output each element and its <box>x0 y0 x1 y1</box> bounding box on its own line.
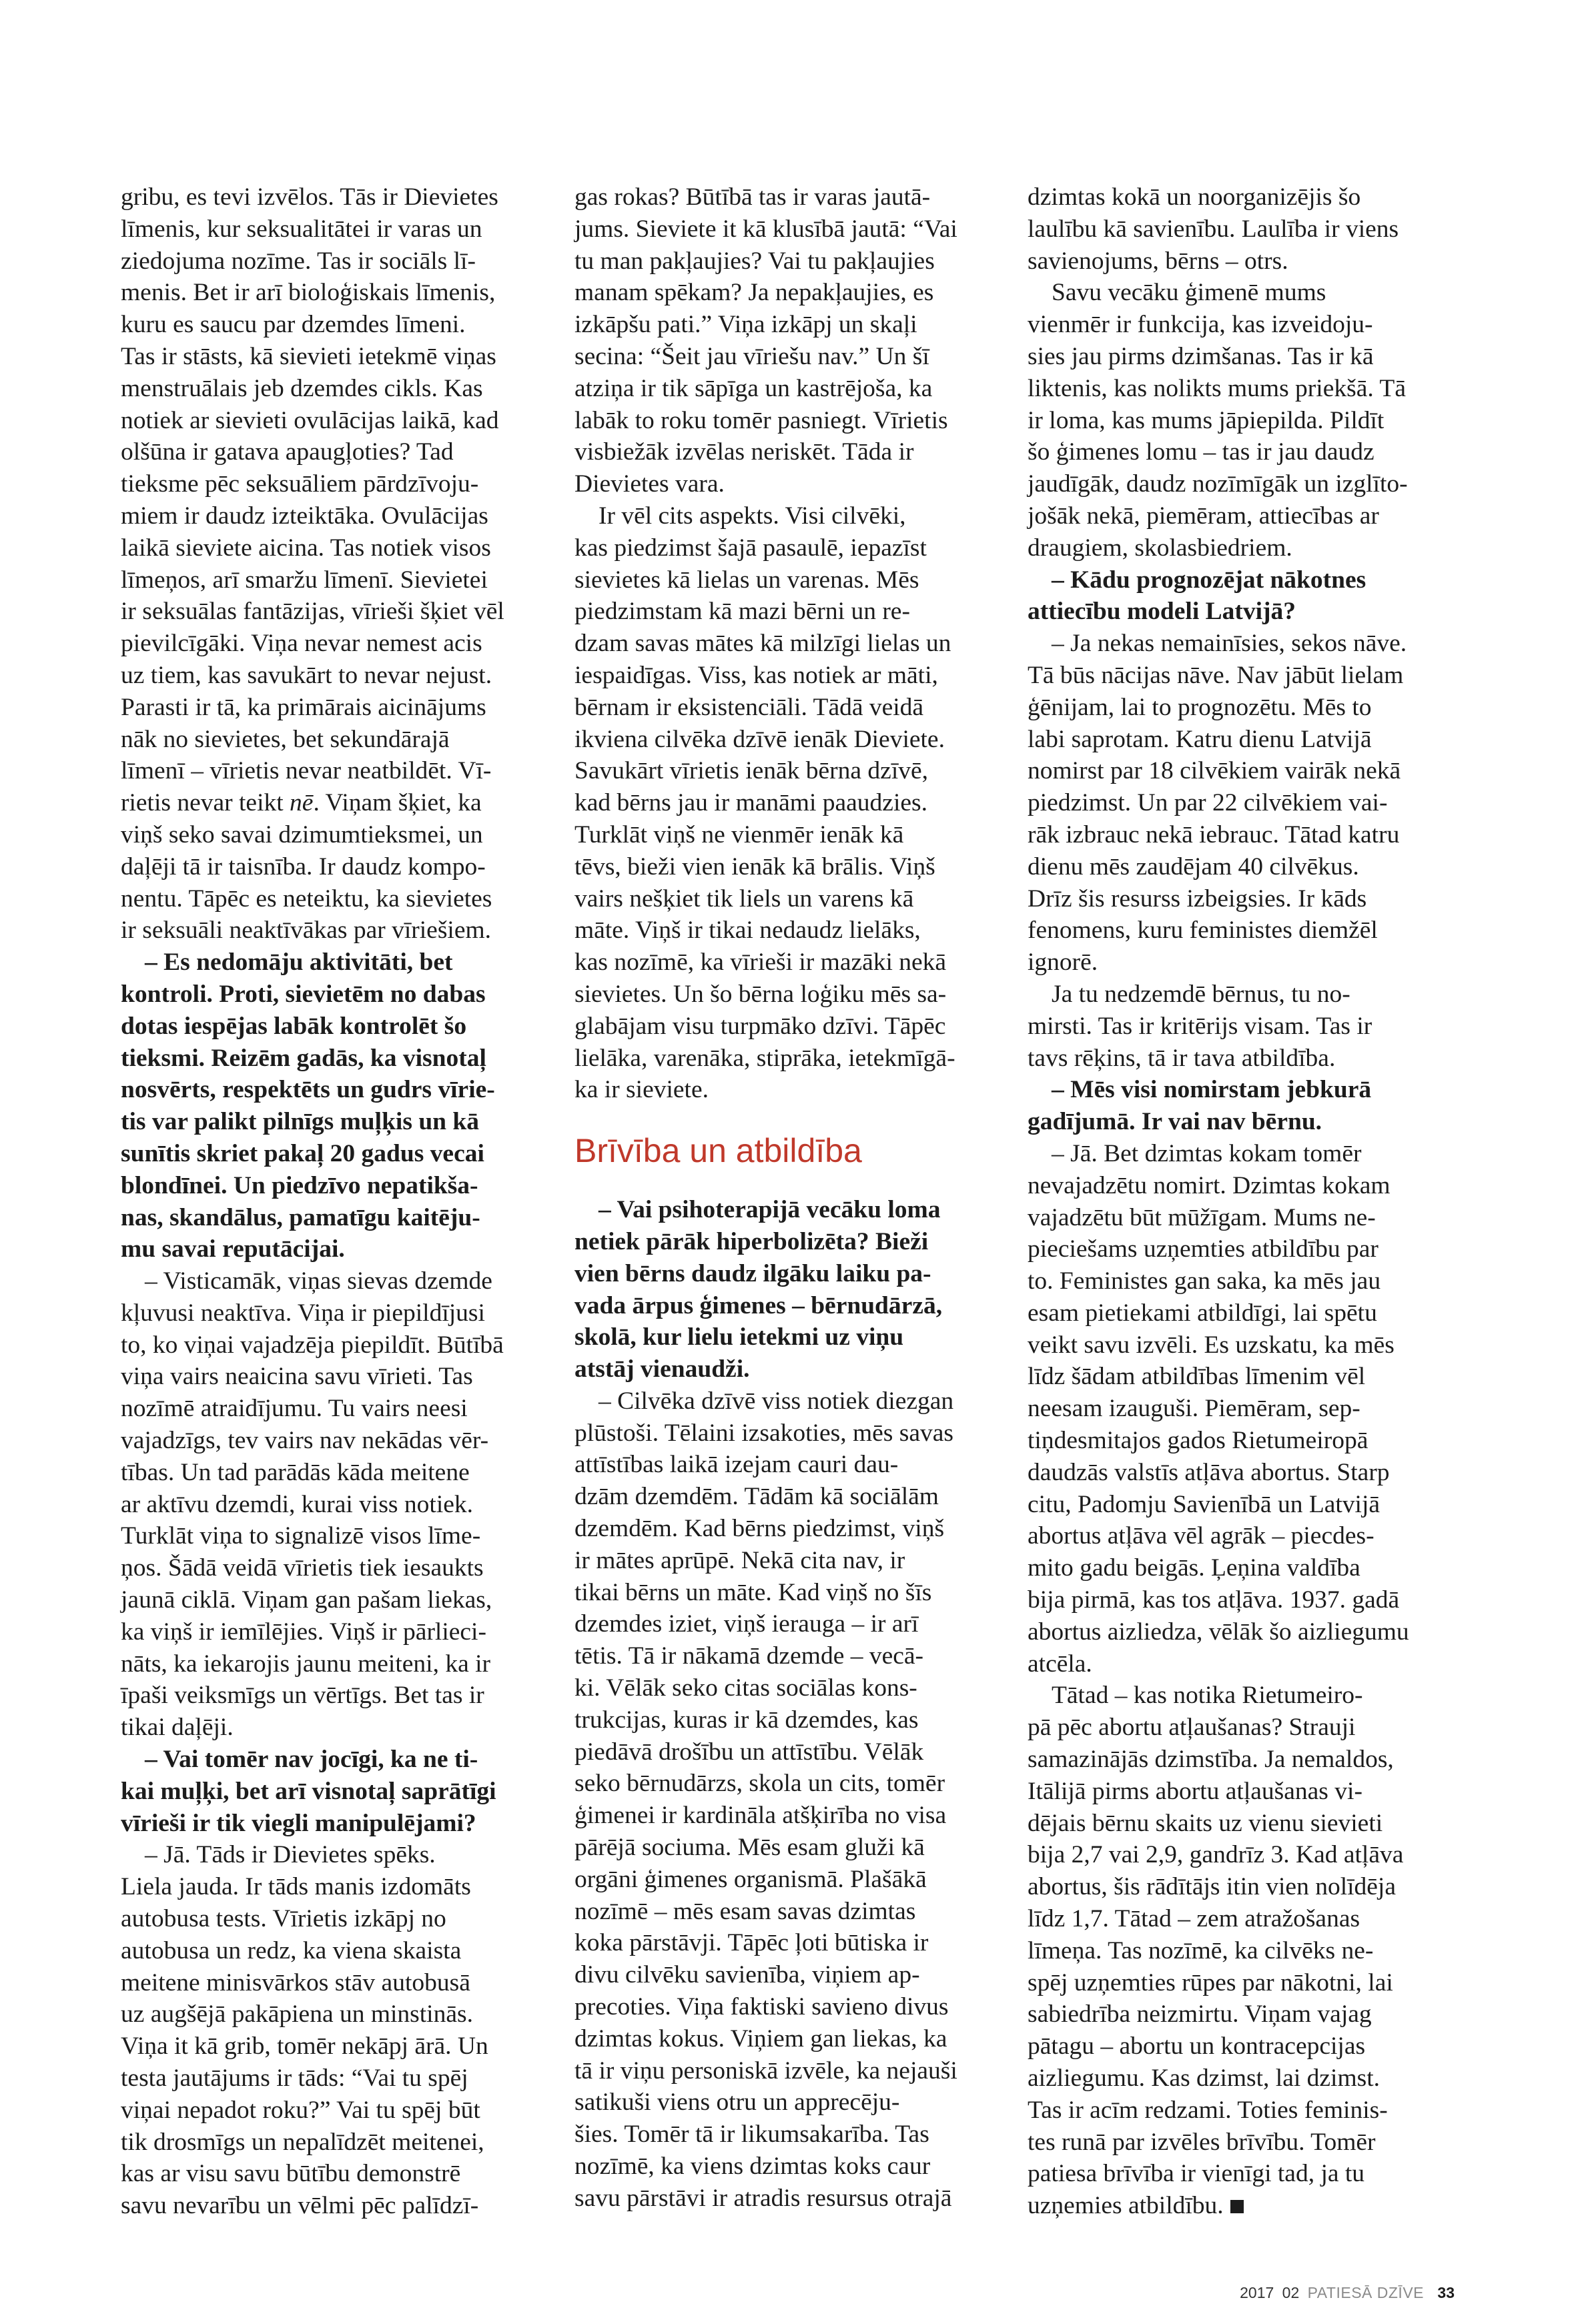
text-line: piedzimstam kā mazi bērni un re- <box>574 598 910 626</box>
question-line: vada ārpus ģimenes – bērnudārzā, <box>574 1291 943 1319</box>
text-line: dzam savas mātes kā milzīgi lielas un <box>574 630 951 658</box>
text-line: dzemdes iziet, viņš ierauga – ir arī <box>574 1610 919 1638</box>
text-line: ir mātes aprūpē. Nekā cita nav, ir <box>574 1546 905 1574</box>
text-line: kas piedzimst šajā pasaulē, iepazīst <box>574 534 927 562</box>
text-line: Tas ir stāsts, kā sievieti ietekmē viņas <box>121 342 496 370</box>
text-line: samazinājās dzimstība. Ja nemaldos, <box>1028 1746 1394 1774</box>
text-line: pieciešams uzņemties atbildību par <box>1028 1235 1378 1263</box>
text-line: dējais bērnu skaits uz vienu sievieti <box>1028 1809 1383 1837</box>
text-line: laikā sieviete aicina. Tas notiek visos <box>121 534 491 562</box>
text-line: orgāni ģimenes organismā. Plašākā <box>574 1865 927 1893</box>
page-number: 33 <box>1437 2284 1455 2301</box>
text-line: menis. Bet ir arī bioloģiskais līmenis, <box>121 279 496 307</box>
text-line: labāk to roku tomēr pasniegt. Vīrietis <box>574 406 948 434</box>
text-line: ir seksuālas fantāzijas, vīrieši šķiet vēl <box>121 598 504 626</box>
text-line: tikai daļēji. <box>121 1714 234 1742</box>
text-line: savu nevarību un vēlmi pēc palīdzī- <box>121 2192 479 2220</box>
text-line: viņai nepadot roku?” Vai tu spēj būt <box>121 2096 480 2124</box>
text-line: to, ko viņai vajadzēja piepildīt. Būtībā <box>121 1331 504 1359</box>
text-line: nevajadzētu nomirt. Dzimtas kokam <box>1028 1171 1391 1199</box>
text-line: tiņdesmitajos gados Rietumeiropā <box>1028 1427 1368 1455</box>
question-line: sunītis skriet pakaļ 20 gadus vecai <box>121 1139 484 1167</box>
text-line: koka pārstāvji. Tāpēc ļoti būtiska ir <box>574 1929 929 1957</box>
text-line: Parasti ir tā, ka primārais aicinājums <box>121 693 486 721</box>
text-line: ir seksuāli neaktīvākas par vīriešiem. <box>121 917 492 945</box>
text-line: pā pēc abortu atļaušanas? Strauji <box>1028 1714 1356 1742</box>
text-line: abortus, šis rādītājs itin vien nolīdēja <box>1028 1873 1396 1901</box>
text-line: nāk no sievietes, bet sekundārajā <box>121 725 450 753</box>
text-line: Ir vēl cits aspekts. Visi cilvēki, <box>599 502 906 530</box>
question-line: kontroli. Proti, sievietēm no dabas <box>121 980 486 1008</box>
text-line: kas ar visu savu būtību demonstrē <box>121 2160 461 2188</box>
question-line: gadījumā. Ir vai nav bērnu. <box>1028 1108 1322 1136</box>
text-line: sievietes. Un šo bērna loģiku mēs sa- <box>574 980 947 1008</box>
text-line: bērnam ir eksistenciāli. Tādā veidā <box>574 693 924 721</box>
text-line: Turklāt viņš ne vienmēr ienāk kā <box>574 820 904 848</box>
footer-year: 2017 <box>1240 2284 1274 2301</box>
text-line: piedāvā drošību un attīstību. Vēlāk <box>574 1738 924 1766</box>
text-line: savu pārstāvi ir atradis resursus otrajā <box>574 2184 952 2212</box>
text-line: lielāka, varenāka, stiprāka, ietekmīgā- <box>574 1044 955 1072</box>
text-line: izkāpšu pati.” Viņa izkāpj un skaļi <box>574 311 917 339</box>
question-line: atstāj vienaudži. <box>574 1355 750 1383</box>
text-line: pārējā sociuma. Mēs esam gluži kā <box>574 1834 925 1862</box>
text-line: kļuvusi neaktīva. Viņa ir piepildījusi <box>121 1299 485 1327</box>
text-line: līmenis, kur seksualitātei ir varas un <box>121 215 482 243</box>
text-line: autobusa un redz, ka viena skaista <box>121 1936 462 1964</box>
text-line: Savukārt vīrietis ienāk bērna dzīvē, <box>574 757 929 785</box>
question-line: vīrieši ir tik viegli manipulējami? <box>121 1809 476 1837</box>
text-line: Ja tu nedzemdē bērnus, tu no- <box>1052 980 1350 1008</box>
text-line: māte. Viņš ir tikai nedaudz lielāks, <box>574 917 921 945</box>
text-line: draugiem, skolasbiedriem. <box>1028 534 1292 562</box>
text-line: vairs nešķiet tik liels un varens kā <box>574 885 914 913</box>
text-line: uz augšējā pakāpiena un minstinās. <box>121 2000 473 2028</box>
text-line: nozīmē atraidījumu. Tu vairs neesi <box>121 1395 468 1423</box>
text-line: līmeņos, arī smaržu līmenī. Sievietei <box>121 566 488 594</box>
text-line: satikuši viens otru un apprecēju- <box>574 2089 900 2117</box>
text-line: viņa vairs neaicina savu vīrieti. Tas <box>121 1363 473 1391</box>
question-line: tis var palikt pilnīgs muļķis un kā <box>121 1108 480 1136</box>
text-line: ģimenei ir kardināla atšķirība no visa <box>574 1802 947 1830</box>
text-line: bija pirmā, kas tos atļāva. 1937. gadā <box>1028 1586 1400 1614</box>
text-line: Tātad – kas notika Rietumeiro- <box>1052 1682 1363 1710</box>
text-line: mito gadu beigās. Ļeņina valdība <box>1028 1554 1360 1582</box>
question-line: skolā, kur lielu ietekmi uz viņu <box>574 1323 904 1351</box>
text-line <box>121 787 548 819</box>
question-line: nosvērts, respektēts un gudrs vīrie- <box>121 1076 495 1104</box>
text-line: miem ir daudz izteiktāka. Ovulācijas <box>121 502 488 530</box>
text-column-3 <box>1028 181 1455 2222</box>
text-line: tes runā par izvēles brīvību. Tomēr <box>1028 2128 1376 2156</box>
text-line: piedzimst. Un par 22 cilvēkiem vai- <box>1028 789 1388 817</box>
text-line: viņš seko savai dzimumtieksmei, un <box>121 820 483 848</box>
text-line: jošāk nekā, piemēram, attiecības ar <box>1028 502 1379 530</box>
text-line: Dievietes vara. <box>574 470 725 498</box>
text-line: notiek ar sievieti ovulācijas laikā, kad <box>121 406 499 434</box>
text-line: seko bērnudārzs, skola un cits, tomēr <box>574 1770 945 1798</box>
question-line: dotas iespējas labāk kontrolēt šo <box>121 1012 467 1040</box>
text-line: iespaidīgas. Viss, kas notiek ar māti, <box>574 661 938 689</box>
text-line: nomirst par 18 cilvēkiem vairāk nekā <box>1028 757 1401 785</box>
question-line: mu savai reputācijai. <box>121 1235 345 1263</box>
text-line: visbiežāk izvēlas neriskēt. Tāda ir <box>574 438 914 466</box>
text-line: uz tiem, kas savukārt to nevar nejust. <box>121 661 492 689</box>
text-line: dzimtas kokus. Viņiem gan liekas, ka <box>574 2024 947 2053</box>
text-line: aizliegumu. Kas dzimst, lai dzimst. <box>1028 2065 1381 2093</box>
text-line: sievietes kā lielas un varenas. Mēs <box>574 566 919 594</box>
question-line: nas, skandālus, pamatīgu kaitēju- <box>121 1203 480 1231</box>
text-line: liktenis, kas nolikts mums priekšā. Tā <box>1028 374 1406 402</box>
text-line: abortus atļāva vēl agrāk – piecdes- <box>1028 1522 1374 1550</box>
text-segment: . Viņam šķiet, ka <box>313 789 482 817</box>
text-line: īpaši veiksmīgs un vērtīgs. Bet tas ir <box>121 1682 484 1710</box>
text-line: neesam izauguši. Piemēram, sep- <box>1028 1395 1360 1423</box>
text-line: kad bērns jau ir manāmi paaudzies. <box>574 789 927 817</box>
question-line: – Mēs visi nomirstam jebkurā <box>1052 1076 1372 1104</box>
text-line: sies jau pirms dzimšanas. Tas ir kā <box>1028 342 1374 370</box>
text-line: pātagu – abortu un kontracepcijas <box>1028 2032 1366 2061</box>
text-line: vajadzētu būt mūžīgam. Mums ne- <box>1028 1203 1376 1231</box>
text-line: ka viņš ir iemīlējies. Viņš ir pārlieci- <box>121 1618 486 1646</box>
text-line: precoties. Viņa faktiski savieno divus <box>574 1993 949 2021</box>
text-line: jaudīgāk, daudz nozīmīgāk un izglīto- <box>1028 470 1408 498</box>
text-line: Itālijā pirms abortu atļaušanas vi- <box>1028 1777 1362 1805</box>
footer-magazine-name: PATIESĀ DZĪVE <box>1307 2284 1425 2301</box>
text-line: dzām dzemdēm. Tādām kā sociālām <box>574 1483 939 1511</box>
text-line: to. Feministes gan saka, ka mēs jau <box>1028 1267 1381 1295</box>
question-line: – Vai psihoterapijā vecāku loma <box>599 1196 941 1224</box>
text-line: ģēnijam, lai to prognozētu. Mēs to <box>1028 693 1372 721</box>
question-line: netiek pārāk hiperbolizēta? Bieži <box>574 1227 929 1255</box>
question-line: kai muļķi, bet arī visnotaļ saprātīgi <box>121 1777 496 1805</box>
text-line: kas nozīmē, ka vīrieši ir mazāki nekā <box>574 949 947 977</box>
question-line: blondīnei. Un piedzīvo nepatikša- <box>121 1171 478 1199</box>
text-line: labi saprotam. Katru dienu Latvijā <box>1028 725 1372 753</box>
text-line: esam pietiekami atbildīgi, lai spētu <box>1028 1299 1377 1327</box>
text-line: tības. Un tad parādās kāda meitene <box>121 1458 470 1486</box>
text-line: vienmēr ir funkcija, kas izveidoju- <box>1028 311 1373 339</box>
text-line: dzemdēm. Kad bērns piedzimst, viņš <box>574 1515 945 1543</box>
text-line: tavs rēķins, tā ir tava atbildība. <box>1028 1044 1336 1072</box>
text-line: attīstības laikā izejam cauri dau- <box>574 1451 899 1479</box>
text-line: tā ir viņu personiskā izvēle, ka nejauši <box>574 2057 957 2085</box>
text-line: šo ģimenes lomu – tas ir jau daudz <box>1028 438 1374 466</box>
text-line: plūstoši. Tēlaini izsakoties, mēs savas <box>574 1419 953 1447</box>
text-line: dzimtas kokā un noorganizējis šo <box>1028 183 1361 211</box>
text-line: glabājam visu turpmāko dzīvi. Tāpēc <box>574 1012 946 1040</box>
text-segment: rietis nevar teikt <box>121 789 290 817</box>
text-line: līmenī – vīrietis nevar neatbildēt. Vī- <box>121 757 492 785</box>
text-line: tu man pakļaujies? Vai tu pakļaujies <box>574 247 935 275</box>
text-line: olšūna ir gatava apaugļoties? Tad <box>121 438 454 466</box>
text-line: abortus aizliedza, vēlāk šo aizliegumu <box>1028 1618 1409 1646</box>
text-line: Drīz šis resurss izbeigsies. Ir kāds <box>1028 885 1367 913</box>
text-line: Viņa it kā grib, tomēr nekāpj ārā. Un <box>121 2032 488 2061</box>
question-line: vien bērns daudz ilgāku laiku pa- <box>574 1259 931 1287</box>
text-line: – Jā. Bet dzimtas kokam tomēr <box>1052 1139 1362 1167</box>
text-line: nozīmē – mēs esam savas dzimtas <box>574 1897 916 1925</box>
text-line: divu cilvēku savienība, viņiem ap- <box>574 1961 920 1989</box>
text-line: līdz šādam atbildības līmenim vēl <box>1028 1363 1366 1391</box>
section-heading: Brīvība un atbildība <box>574 1132 862 1170</box>
text-line: Liela jauda. Ir tāds manis izdomāts <box>121 1873 471 1901</box>
text-line: ki. Vēlāk seko citas sociālas kons- <box>574 1674 917 1702</box>
text-line: autobusa tests. Vīrietis izkāpj no <box>121 1905 446 1933</box>
text-line: daļēji tā ir taisnība. Ir daudz kompo- <box>121 852 486 881</box>
text-line: ir loma, kas mums jāpiepilda. Pildīt <box>1028 406 1385 434</box>
text-line: sabiedrība neizmirtu. Viņam vajag <box>1028 2000 1372 2028</box>
text-line: nentu. Tāpēc es neteiktu, ka sievietes <box>121 885 492 913</box>
text-line: gas rokas? Būtībā tas ir varas jautā- <box>574 183 931 211</box>
text-line: rāk izbrauc nekā iebrauc. Tātad katru <box>1028 820 1400 848</box>
text-line: mirsti. Tas ir kritērijs visam. Tas ir <box>1028 1012 1372 1040</box>
text-line: testa jautājums ir tāds: “Vai tu spēj <box>121 2065 468 2093</box>
text-line: tikai bērns un māte. Kad viņš no šīs <box>574 1578 932 1606</box>
text-line: līdz 1,7. Tātad – zem atražošanas <box>1028 1905 1360 1933</box>
text-line: menstruālais jeb dzemdes cikls. Kas <box>121 374 483 402</box>
text-line: tētis. Tā ir nākamā dzemde – vecā- <box>574 1642 924 1670</box>
text-line: citu, Padomju Savienībā un Latvijā <box>1028 1490 1381 1518</box>
text-line: Savu vecāku ģimenē mums <box>1052 279 1326 307</box>
text-column-1 <box>121 181 548 2222</box>
question-line: attiecību modeli Latvijā? <box>1028 598 1296 626</box>
text-line: jaunā ciklā. Viņam gan pašam liekas, <box>121 1586 492 1614</box>
text-line: Turklāt viņa to signalizē visos līme- <box>121 1522 481 1550</box>
text-line: kuru es saucu par dzemdes līmeni. <box>121 311 466 339</box>
text-line: līmeņa. Tas nozīmē, ka cilvēks ne- <box>1028 1936 1374 1964</box>
text-line: bija 2,7 vai 2,9, gandrīz 3. Kad atļāva <box>1028 1841 1404 1869</box>
emphasis-word: nē <box>290 789 314 817</box>
text-line: daudzās valstīs atļāva abortus. Starp <box>1028 1458 1390 1486</box>
text-line: atcēla. <box>1028 1650 1092 1678</box>
text-line: savienojums, bērns – otrs. <box>1028 247 1288 275</box>
text-line: gribu, es tevi izvēlos. Tās ir Dievietes <box>121 183 498 211</box>
text-line: ignorē. <box>1028 949 1098 977</box>
question-line: – Kādu prognozējat nākotnes <box>1052 566 1366 594</box>
text-line: manam spēkam? Ja nepakļaujies, es <box>574 279 934 307</box>
text-line: ņos. Šādā veidā vīrietis tiek iesaukts <box>121 1554 484 1582</box>
text-line: spēj uzņemties rūpes par nākotni, lai <box>1028 1968 1393 1996</box>
text-line: secina: “Šeit jau vīriešu nav.” Un šī <box>574 342 929 370</box>
text-line: tieksme pēc seksuāliem pārdzīvoju- <box>121 470 479 498</box>
text-line: vajadzīgs, tev vairs nav nekādas vēr- <box>121 1427 489 1455</box>
text-column-2 <box>574 181 1002 2215</box>
text-line: nāts, ka iekarojis jaunu meiteni, ka ir <box>121 1650 491 1678</box>
text-line: dienu mēs zaudējam 40 cilvēkus. <box>1028 852 1359 881</box>
text-line: ikviena cilvēka dzīvē ienāk Dieviete. <box>574 725 945 753</box>
text-line: atziņa ir tik sāpīga un kastrējoša, ka <box>574 374 933 402</box>
text-line: – Visticamāk, viņas sievas dzemde <box>145 1267 492 1295</box>
text-line: tēvs, bieži vien ienāk kā brālis. Viņš <box>574 852 935 881</box>
text-segment: uzņemies atbildību. <box>1028 2192 1224 2220</box>
text-line: – Jā. Tāds ir Dievietes spēks. <box>145 1841 436 1869</box>
text-line: ar aktīvu dzemdi, kurai viss notiek. <box>121 1490 474 1518</box>
text-line <box>1028 2190 1455 2222</box>
text-line: Tā būs nācijas nāve. Nav jābūt lielam <box>1028 661 1404 689</box>
text-line: laulību kā savienību. Laulība ir viens <box>1028 215 1399 243</box>
text-line: – Ja nekas nemainīsies, sekos nāve. <box>1052 630 1407 658</box>
end-of-article-square-icon <box>1230 2200 1244 2213</box>
text-line: fenomens, kuru feministes diemžēl <box>1028 917 1378 945</box>
question-line: – Vai tomēr nav jocīgi, ka ne ti- <box>145 1746 478 1774</box>
question-line: tieksmi. Reizēm gadās, ka visnotaļ <box>121 1044 486 1072</box>
text-line: tik drosmīgs un nepalīdzēt meitenei, <box>121 2128 484 2156</box>
text-line: patiesa brīvība ir vienīgi tad, ja tu <box>1028 2160 1365 2188</box>
footer-issue: 02 <box>1282 2284 1300 2301</box>
text-line: – Cilvēka dzīvē viss notiek diezgan <box>599 1387 954 1415</box>
text-line: nozīmē, ka viens dzimtas koks caur <box>574 2153 931 2181</box>
text-line: pievilcīgāki. Viņa nevar nemest acis <box>121 630 482 658</box>
text-line: šies. Tomēr tā ir likumsakarība. Tas <box>574 2121 929 2149</box>
text-line: ziedojuma nozīme. Tas ir sociāls lī- <box>121 247 476 275</box>
text-line: meitene minisvārkos stāv autobusā <box>121 1968 470 1996</box>
text-line: trukcijas, kuras ir kā dzemdes, kas <box>574 1706 919 1734</box>
text-line: veikt savu izvēli. Es uzskatu, ka mēs <box>1028 1331 1395 1359</box>
question-line: – Es nedomāju aktivitāti, bet <box>145 949 453 977</box>
text-line: jums. Sieviete it kā klusībā jautā: “Vai <box>574 215 957 243</box>
page-footer <box>1236 2283 1455 2303</box>
text-line: ka ir sieviete. <box>574 1076 709 1104</box>
text-line: Tas ir acīm redzami. Toties feminis- <box>1028 2096 1388 2124</box>
